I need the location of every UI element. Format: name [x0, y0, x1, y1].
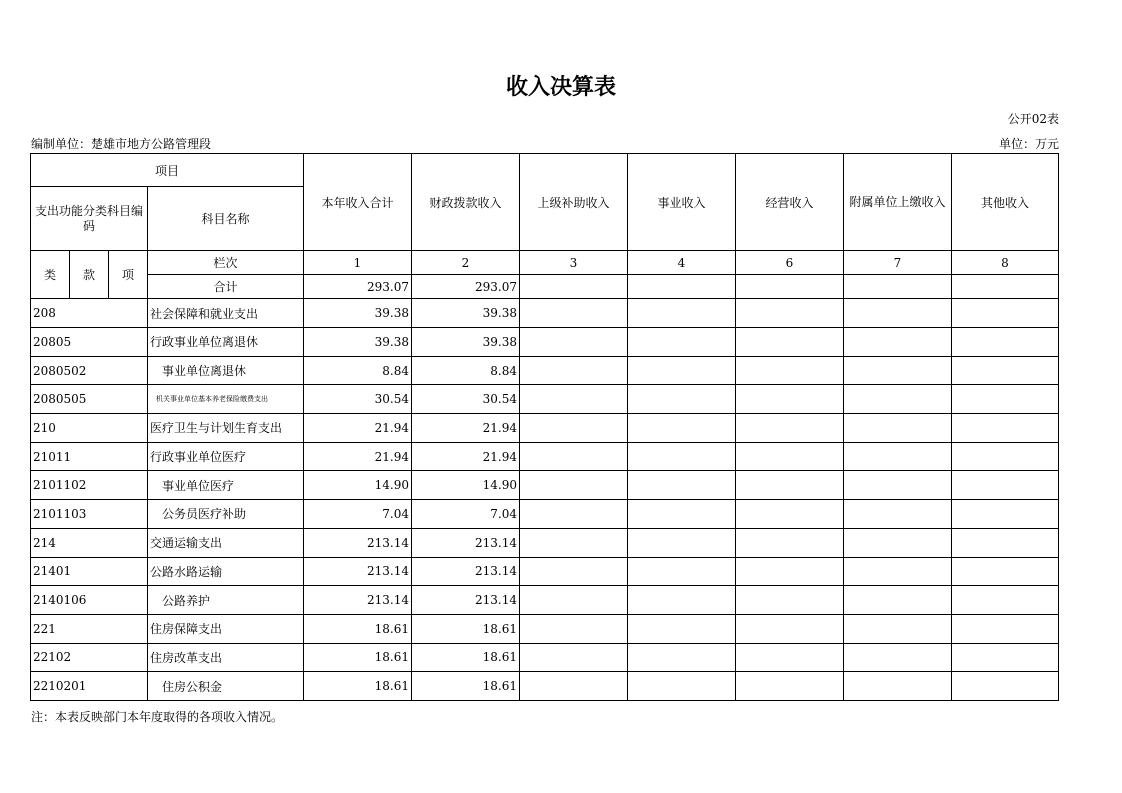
- table-row: [31, 500, 1059, 529]
- row-fiscal: 213.14: [412, 557, 520, 586]
- header-total: 本年收入合计: [304, 154, 412, 251]
- row-total: 14.90: [304, 471, 412, 500]
- total-label: 合计: [148, 275, 304, 299]
- row-code: 210: [31, 414, 148, 443]
- header-code-group: 支出功能分类科目编码: [31, 187, 148, 251]
- row-code: 214: [31, 528, 148, 557]
- row-code: 2080505: [31, 385, 148, 414]
- row-code: 22102: [31, 643, 148, 672]
- total-fiscal: 293.07: [412, 275, 520, 299]
- row-name: 公路养护: [148, 586, 304, 615]
- row-total: 21.94: [304, 442, 412, 471]
- row-total: 18.61: [304, 614, 412, 643]
- row-fiscal: 39.38: [412, 328, 520, 357]
- header-affiliated: 附属单位上缴收入: [844, 154, 952, 251]
- header-operating: 经营收入: [736, 154, 844, 251]
- data-rows: [31, 299, 1059, 701]
- row-name: 公路水路运输: [148, 557, 304, 586]
- row-code: 2101103: [31, 500, 148, 529]
- col-num-7: 7: [844, 251, 952, 275]
- header-kuan: 款: [70, 251, 109, 299]
- col-num-6: 6: [736, 251, 844, 275]
- footnote: 注：本表反映部门本年度取得的各项收入情况。: [31, 710, 284, 724]
- row-total: 30.54: [304, 385, 412, 414]
- row-total: 213.14: [304, 528, 412, 557]
- header-lei: 类: [31, 251, 70, 299]
- row-fiscal: 213.14: [412, 528, 520, 557]
- col-num-1: 1: [304, 251, 412, 275]
- table-row: [31, 586, 1059, 615]
- row-total: 21.94: [304, 414, 412, 443]
- header-name: 科目名称: [148, 187, 304, 251]
- col-num-8: 8: [952, 251, 1059, 275]
- table-row: [31, 672, 1059, 701]
- row-fiscal: 8.84: [412, 356, 520, 385]
- table-row: [31, 557, 1059, 586]
- income-table: [30, 153, 1059, 701]
- row-fiscal: 7.04: [412, 500, 520, 529]
- header-superior: 上级补助收入: [520, 154, 628, 251]
- row-code: 2101102: [31, 471, 148, 500]
- header-other: 其他收入: [952, 154, 1059, 251]
- row-total: 213.14: [304, 557, 412, 586]
- col-num-4: 4: [628, 251, 736, 275]
- row-fiscal: 21.94: [412, 414, 520, 443]
- row-code: 21401: [31, 557, 148, 586]
- row-fiscal: 18.61: [412, 614, 520, 643]
- row-code: 20805: [31, 328, 148, 357]
- header-xiang: 项: [109, 251, 148, 299]
- row-name: 公务员医疗补助: [148, 500, 304, 529]
- table-row: [31, 328, 1059, 357]
- row-name: 住房改革支出: [148, 643, 304, 672]
- row-fiscal: 21.94: [412, 442, 520, 471]
- row-fiscal: 39.38: [412, 299, 520, 328]
- row-total: 18.61: [304, 672, 412, 701]
- row-name: 机关事业单位基本养老保险缴费支出: [148, 385, 304, 414]
- row-total: 213.14: [304, 586, 412, 615]
- row-total: 39.38: [304, 328, 412, 357]
- row-code: 221: [31, 614, 148, 643]
- row-name: 行政事业单位离退休: [148, 328, 304, 357]
- table-row: [31, 414, 1059, 443]
- row-fiscal: 30.54: [412, 385, 520, 414]
- table-row: [31, 614, 1059, 643]
- total-income: 293.07: [304, 275, 412, 299]
- row-name: 住房保障支出: [148, 614, 304, 643]
- row-total: 7.04: [304, 500, 412, 529]
- table-row: [31, 442, 1059, 471]
- table-row: [31, 643, 1059, 672]
- row-name: 住房公积金: [148, 672, 304, 701]
- row-total: 39.38: [304, 299, 412, 328]
- header-fiscal: 财政拨款收入: [412, 154, 520, 251]
- col-num-2: 2: [412, 251, 520, 275]
- header-item: 项目: [31, 154, 304, 187]
- unit-label: 单位：万元: [998, 137, 1059, 151]
- row-name: 交通运输支出: [148, 528, 304, 557]
- row-fiscal: 14.90: [412, 471, 520, 500]
- row-code: 21011: [31, 442, 148, 471]
- table-row: [31, 385, 1059, 414]
- row-fiscal: 18.61: [412, 643, 520, 672]
- page-title: 收入决算表: [505, 75, 616, 100]
- row-name: 行政事业单位医疗: [148, 442, 304, 471]
- row-total: 8.84: [304, 356, 412, 385]
- col-num-3: 3: [520, 251, 628, 275]
- row-code: 2080502: [31, 356, 148, 385]
- row-name: 事业单位离退休: [148, 356, 304, 385]
- table-row: [31, 471, 1059, 500]
- table-row: [31, 356, 1059, 385]
- form-number: 公开02表: [1007, 112, 1059, 126]
- table-row: [31, 528, 1059, 557]
- row-code: 2140106: [31, 586, 148, 615]
- row-fiscal: 18.61: [412, 672, 520, 701]
- row-code: 208: [31, 299, 148, 328]
- header-business: 事业收入: [628, 154, 736, 251]
- table-row: [31, 299, 1059, 328]
- row-fiscal: 213.14: [412, 586, 520, 615]
- org-name: 编制单位：楚雄市地方公路管理段: [31, 137, 212, 151]
- row-name: 社会保障和就业支出: [148, 299, 304, 328]
- row-total: 18.61: [304, 643, 412, 672]
- row-name: 事业单位医疗: [148, 471, 304, 500]
- header-lanci: 栏次: [148, 251, 304, 275]
- row-code: 2210201: [31, 672, 148, 701]
- row-name: 医疗卫生与计划生育支出: [148, 414, 304, 443]
